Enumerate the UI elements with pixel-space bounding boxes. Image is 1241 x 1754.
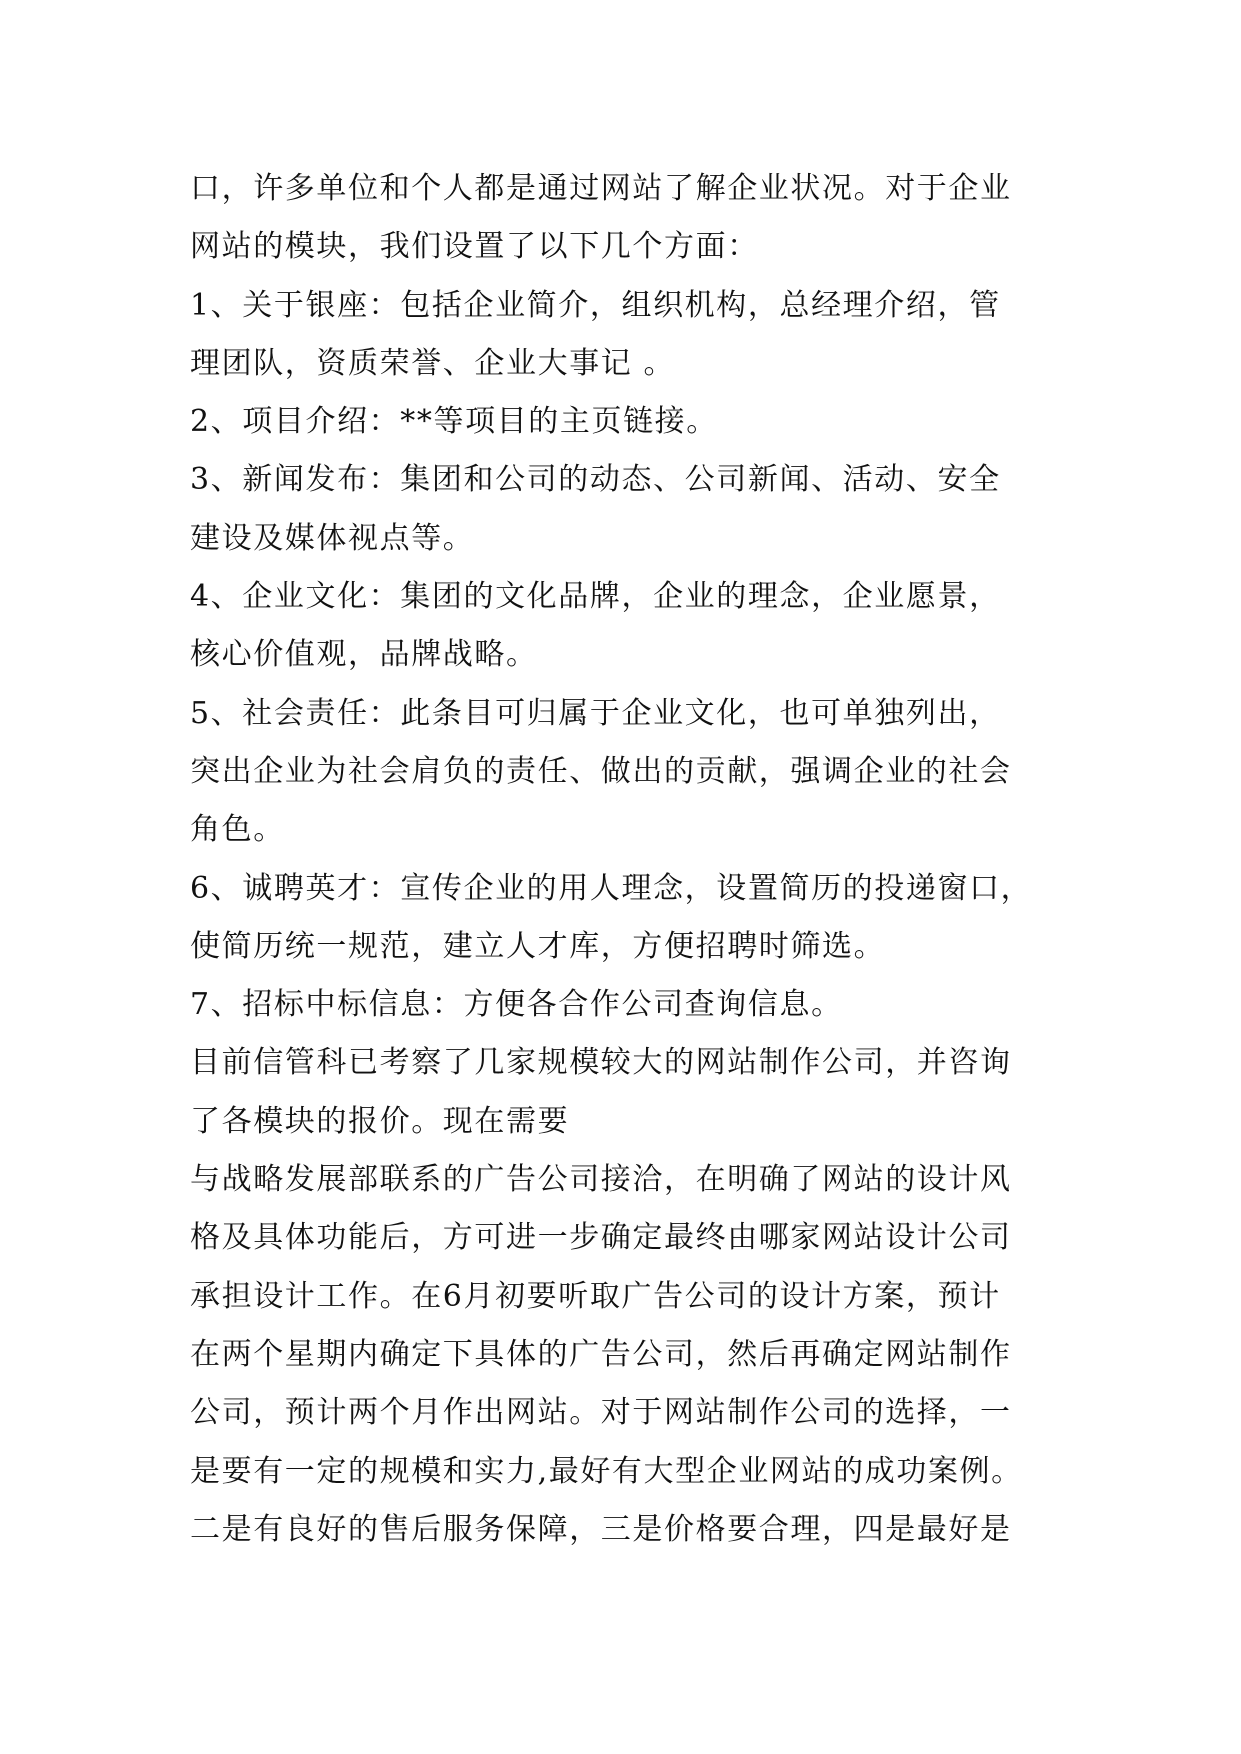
list-item-3: 3、新闻发布：集团和公司的动态、公司新闻、活动、安全 [190, 462, 1001, 498]
text-line: 口，许多单位和个人都是通过网站了解企业状况。对于企业 [190, 171, 1012, 206]
text-line: 突出企业为社会肩负的责任、做出的贡献，强调企业的社会 [190, 753, 1012, 789]
text-line: 核心价值观，品牌战略。 [190, 637, 538, 673]
text-line: 格及具体功能后，方可进一步确定最终由哪家网站设计公司 [190, 1220, 1012, 1256]
list-item-5: 5、社会责任：此条目可归属于企业文化，也可单独列出， [190, 695, 1001, 731]
text-line: 公司，预计两个月作出网站。对于网站制作公司的选择，一 [190, 1395, 1012, 1431]
list-item-6: 6、诚聘英才：宣传企业的用人理念，设置简历的投递窗口， [190, 870, 1033, 906]
list-item-7: 7、招标中标信息：方便各合作公司查询信息。 [190, 987, 843, 1023]
document-body [190, 160, 1070, 1559]
list-item-4: 4、企业文化：集团的文化品牌，企业的理念，企业愿景， [190, 579, 1001, 615]
text-line: 二是有良好的售后服务保障，三是价格要合理，四是最好是 [190, 1511, 1012, 1547]
text-line: 目前信管科已考察了几家规模较大的网站制作公司，并咨询 [190, 1045, 1012, 1081]
text-line: 理团队，资质荣誉、企业大事记 。 [190, 345, 676, 381]
list-item-2: 2、项目介绍：**等项目的主页链接。 [190, 404, 718, 440]
text-line: 与战略发展部联系的广告公司接洽，在明确了网站的设计风 [190, 1162, 1012, 1198]
text-line: 网站的模块，我们设置了以下几个方面： [190, 229, 759, 265]
text-line: 是要有一定的规模和实力,最好有大型企业网站的成功案例。 [190, 1453, 1023, 1489]
text-line: 了各模块的报价。现在需要 [190, 1103, 570, 1139]
text-line: 在两个星期内确定下具体的广告公司，然后再确定网站制作 [190, 1336, 1012, 1372]
text-line: 承担设计工作。在6月初要听取广告公司的设计方案，预计 [190, 1278, 1001, 1314]
text-line: 角色。 [190, 812, 285, 848]
list-item-1: 1、关于银座：包括企业简介，组织机构，总经理介绍，管 [190, 287, 1001, 323]
text-line: 使简历统一规范，建立人才库，方便招聘时筛选。 [190, 928, 886, 964]
text-line: 建设及媒体视点等。 [190, 520, 475, 556]
